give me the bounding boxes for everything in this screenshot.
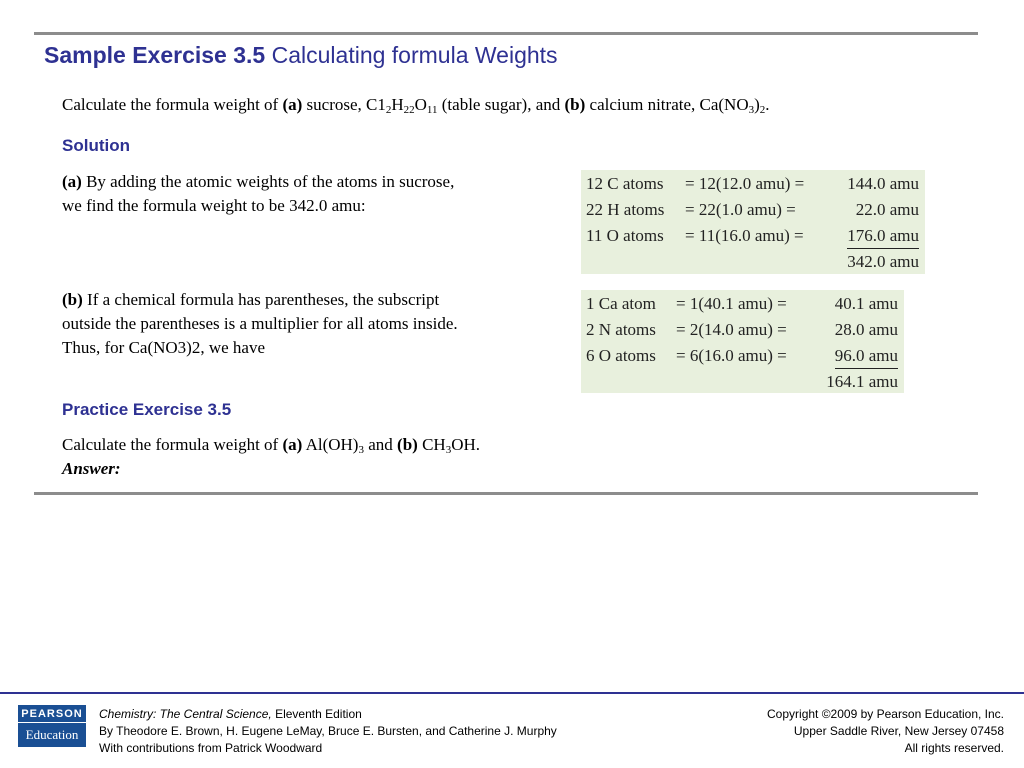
calc-b-row: [581, 292, 904, 316]
practice-b-label: (b): [397, 435, 418, 454]
calc-b-value: 40.1 amu: [834, 294, 898, 313]
problem-prefix: Calculate the formula weight of: [62, 95, 283, 114]
sub: 3: [445, 444, 452, 456]
sub: 2: [385, 104, 392, 116]
calc-a-total-row: [581, 250, 925, 274]
calc-b-atoms: 1 Ca atom: [586, 294, 656, 313]
calc-a-row: [581, 224, 925, 248]
footer-citation: [99, 706, 557, 757]
sub: 3: [748, 104, 755, 116]
calc-a-row: [581, 198, 925, 222]
solution-a-line2: we find the formula weight to be 342.0 amu:: [62, 196, 366, 215]
solution-a-label: (a): [62, 172, 82, 191]
problem-calcium: calcium nitrate, Ca(NO: [585, 95, 749, 114]
footer-rights: All rights reserved.: [904, 741, 1004, 755]
calc-b-atoms: 6 O atoms: [586, 346, 656, 365]
practice-oh: OH.: [451, 435, 480, 454]
solution-b-line3: Thus, for Ca(NO3)2, we have: [62, 338, 265, 357]
footer-contrib: With contributions from Patrick Woodward: [99, 741, 323, 755]
problem-end: .: [765, 95, 770, 114]
logo-bottom-text: Education: [25, 727, 79, 742]
footer-divider: [0, 692, 1024, 694]
problem-close: ): [754, 95, 760, 114]
calc-a-row: [581, 172, 925, 196]
calc-a-value: 22.0 amu: [855, 200, 919, 219]
problem-statement: [62, 93, 770, 117]
logo-top-text: PEARSON: [18, 708, 86, 723]
practice-answer-label: Answer:: [62, 459, 121, 478]
practice-prefix: Calculate the formula weight of: [62, 435, 283, 454]
practice-aloh: Al(OH): [302, 435, 359, 454]
calc-a-atoms: 11 O atoms: [586, 226, 664, 245]
problem-mid: (table sugar), and: [437, 95, 565, 114]
calc-b-row: [581, 318, 904, 342]
title-rest: Calculating formula Weights: [271, 42, 558, 68]
calc-b-value: 28.0 amu: [834, 320, 898, 339]
problem-b-label: (b): [564, 95, 586, 114]
slide-title: [44, 42, 558, 69]
calc-a-expr: = 12(12.0 amu) =: [685, 174, 805, 193]
calc-b-expr: = 6(16.0 amu) =: [676, 346, 787, 365]
problem-sucrose: sucrose, C1: [302, 95, 386, 114]
sub: 2: [759, 104, 766, 116]
practice-and: and: [363, 435, 398, 454]
footer-book-title: Chemistry: The Central Science,: [99, 707, 272, 721]
calc-a-expr: = 22(1.0 amu) =: [685, 200, 796, 219]
calc-a-atoms: 22 H atoms: [586, 200, 665, 219]
calc-b-value: 96.0 amu: [835, 344, 898, 369]
footer-copyright-line: Copyright ©2009 by Pearson Education, Inc.: [767, 707, 1004, 721]
sub: 3: [358, 444, 364, 456]
calc-b-expr: = 2(14.0 amu) =: [676, 320, 787, 339]
calc-b-row: [581, 344, 904, 368]
footer-copyright: [767, 706, 1004, 757]
bottom-rule: [34, 492, 978, 495]
sub: 22: [403, 104, 415, 116]
solution-a-text: [62, 170, 542, 218]
top-rule: [34, 32, 978, 35]
calc-a-atoms: 12 C atoms: [586, 174, 664, 193]
footer-edition: Eleventh Edition: [271, 707, 362, 721]
solution-b-line1: If a chemical formula has parentheses, the subscript: [82, 290, 440, 309]
practice-a-label: (a): [282, 435, 303, 454]
problem-h: H: [391, 95, 404, 114]
calc-b-atoms: 2 N atoms: [586, 320, 656, 339]
calculation-panel-a: [581, 170, 925, 274]
solution-b-label: (b): [62, 290, 83, 309]
footer-authors: By Theodore E. Brown, H. Eugene LeMay, Bruce E. Bursten, and Catherine J. Murphy: [99, 724, 557, 738]
practice-text: [62, 433, 480, 481]
solution-a-line1: By adding the atomic weights of the atoms in sucrose,: [81, 172, 455, 191]
calc-a-total: 342.0 amu: [847, 252, 919, 271]
solution-b-line2: outside the parentheses is a multiplier for all atoms inside.: [62, 314, 458, 333]
problem-a-label: (a): [282, 95, 303, 114]
footer-address: Upper Saddle River, New Jersey 07458: [793, 724, 1004, 738]
sub: 11: [426, 104, 438, 116]
solution-heading: Solution: [62, 136, 130, 155]
title-bold: Sample Exercise 3.5: [44, 42, 266, 68]
calc-b-total-row: [581, 370, 904, 394]
practice-heading: Practice Exercise 3.5: [62, 400, 232, 419]
solution-b-text: [62, 288, 542, 360]
calculation-panel-b: [581, 290, 904, 393]
calc-a-expr: = 11(16.0 amu) =: [685, 226, 804, 245]
calc-b-total: 164.1 amu: [826, 372, 898, 391]
calc-a-value: 176.0 amu: [847, 224, 919, 249]
calc-a-value: 144.0 amu: [847, 174, 919, 193]
practice-ch: CH: [417, 435, 446, 454]
calc-b-expr: = 1(40.1 amu) =: [676, 294, 787, 313]
pearson-logo: [18, 705, 86, 747]
problem-o: O: [414, 95, 427, 114]
